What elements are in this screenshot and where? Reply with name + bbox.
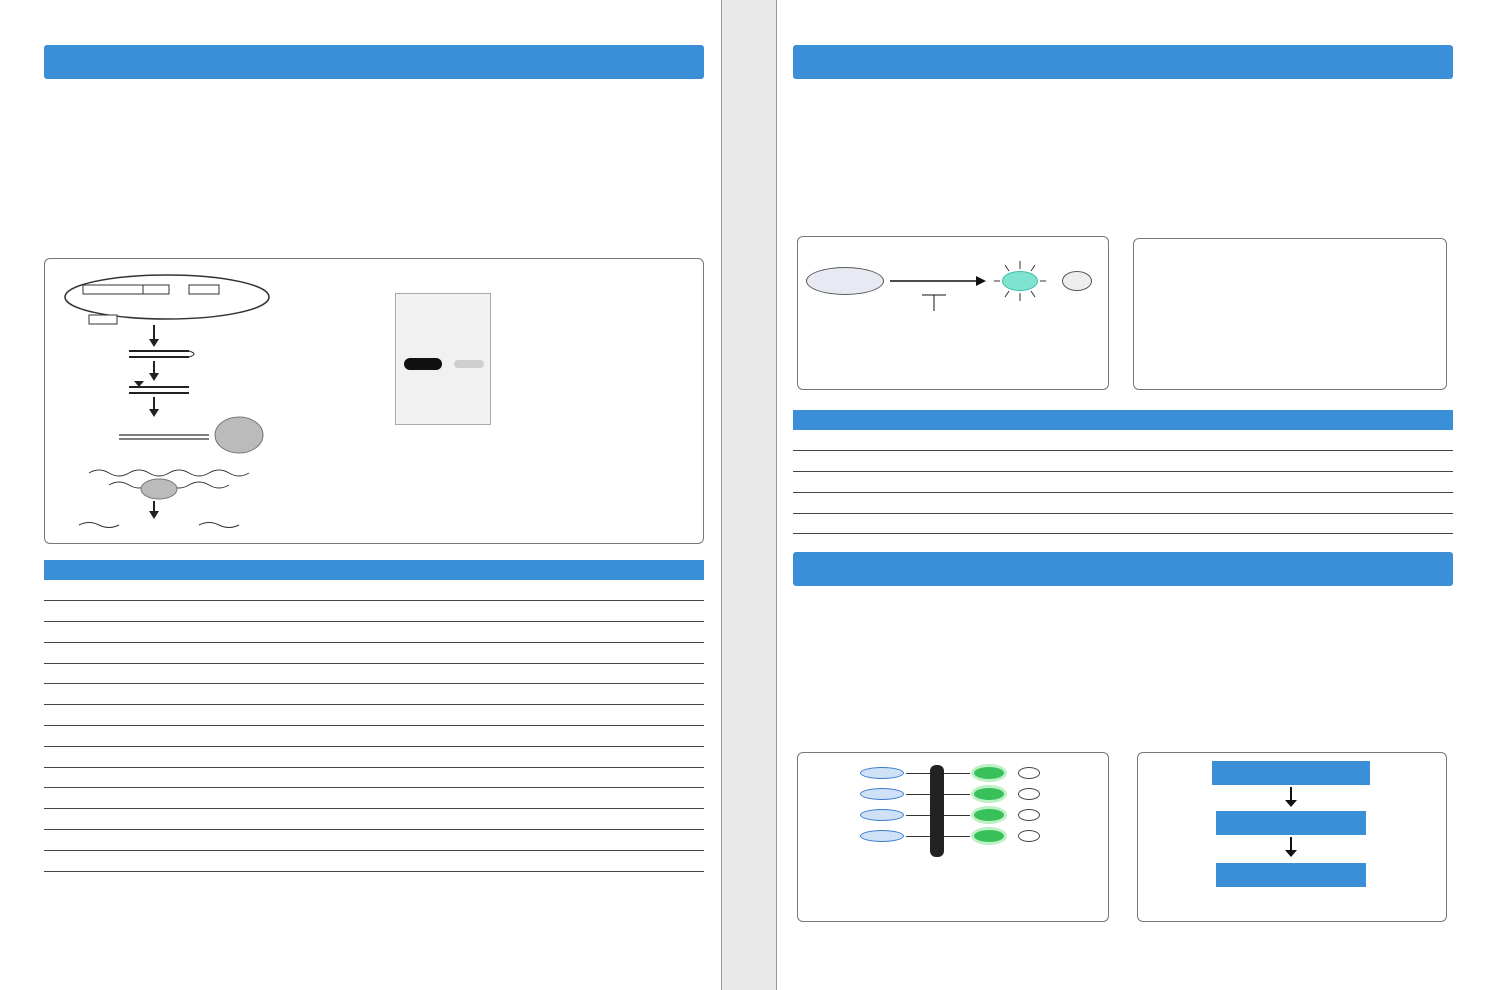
- table-cell: [1224, 492, 1453, 513]
- table-cell: [1224, 472, 1453, 493]
- right-header-row: [793, 410, 1453, 430]
- table-cell: [1111, 492, 1224, 513]
- left-col-header: [362, 560, 582, 580]
- calpain-bar-chart: [1134, 239, 1448, 391]
- afc-product: [974, 788, 1004, 800]
- table-cell: [582, 850, 704, 871]
- table-row: [44, 830, 704, 851]
- table-cell: [1224, 430, 1453, 451]
- cathepsin-label: [932, 767, 942, 853]
- table-cell: [362, 601, 582, 622]
- calpain-product-table: [793, 410, 1453, 534]
- table-cell: [582, 726, 704, 747]
- table-cell: [793, 472, 1111, 493]
- table-row: [44, 601, 704, 622]
- table-cell: [582, 601, 704, 622]
- table-cell: [582, 684, 704, 705]
- right-col-header: [793, 410, 1111, 430]
- table-row: [793, 492, 1453, 513]
- flow-step-3: [1216, 863, 1366, 887]
- table-cell: [362, 622, 582, 643]
- right-banner-calpains: [793, 45, 1453, 79]
- table-cell: [793, 492, 1111, 513]
- right-col-header: [1224, 410, 1453, 430]
- afc-product: [1002, 271, 1038, 291]
- left-page: [0, 0, 722, 990]
- table-cell: [582, 767, 704, 788]
- table-cell: [582, 622, 704, 643]
- table-cell: [44, 788, 362, 809]
- table-row: [44, 850, 704, 871]
- table-cell: [44, 830, 362, 851]
- substrate-vvr-afc: [860, 830, 904, 842]
- table-cell: [582, 746, 704, 767]
- table-cell: [44, 767, 362, 788]
- figure-29-box: [797, 752, 1109, 922]
- right-page: [776, 0, 1496, 990]
- flow-arrow-1: [1290, 787, 1292, 801]
- rr-product: [1018, 788, 1040, 800]
- table-cell: [1111, 472, 1224, 493]
- table-cell: [582, 830, 704, 851]
- western-blot-image: [395, 293, 491, 425]
- left-header-row: [44, 560, 704, 580]
- figure-30-box: [1137, 752, 1447, 922]
- table-cell: [793, 451, 1111, 472]
- flow-arrowhead-2: [1285, 850, 1297, 857]
- flow-arrow-2: [1290, 837, 1292, 851]
- table-row: [44, 663, 704, 684]
- table-row: [793, 430, 1453, 451]
- afc-product: [974, 809, 1004, 821]
- table-row: [44, 642, 704, 663]
- table-row: [44, 726, 704, 747]
- right-col-header: [1111, 410, 1224, 430]
- table-cell: [582, 705, 704, 726]
- table-cell: [362, 726, 582, 747]
- table-cell: [44, 663, 362, 684]
- table-cell: [1224, 513, 1453, 534]
- table-cell: [582, 580, 704, 601]
- table-cell: [793, 430, 1111, 451]
- flow-step-1: [1212, 761, 1370, 785]
- table-cell: [362, 830, 582, 851]
- figure-27-box: [797, 236, 1109, 390]
- flow-arrowhead-1: [1285, 800, 1297, 807]
- rr-product: [1018, 830, 1040, 842]
- rr-product: [1018, 809, 1040, 821]
- table-cell: [44, 726, 362, 747]
- figure-28-box: [1133, 238, 1447, 390]
- table-row: [44, 705, 704, 726]
- afc-product: [974, 767, 1004, 779]
- table-cell: [44, 809, 362, 830]
- table-cell: [44, 850, 362, 871]
- left-col-header: [44, 560, 362, 580]
- lly-product: [1062, 271, 1092, 291]
- afc-product: [974, 830, 1004, 842]
- table-cell: [582, 809, 704, 830]
- table-cell: [44, 601, 362, 622]
- rnai-diagram: [49, 263, 299, 539]
- table-cell: [362, 580, 582, 601]
- table-row: [793, 472, 1453, 493]
- table-cell: [362, 705, 582, 726]
- table-cell: [582, 663, 704, 684]
- table-cell: [44, 580, 362, 601]
- table-cell: [1111, 513, 1224, 534]
- table-row: [44, 580, 704, 601]
- table-cell: [362, 809, 582, 830]
- table-row: [44, 767, 704, 788]
- substrate-rr-afc: [860, 767, 904, 779]
- flow-step-2: [1216, 811, 1366, 835]
- table-cell: [44, 684, 362, 705]
- table-cell: [362, 788, 582, 809]
- cathepsin-substrate-diagram: [798, 753, 1110, 863]
- blot-label-caspase3: [473, 459, 485, 543]
- rr-product: [1018, 767, 1040, 779]
- right-banner-cathepsins: [793, 552, 1453, 586]
- table-row: [793, 451, 1453, 472]
- table-cell: [582, 788, 704, 809]
- right-footer-right: [1397, 956, 1404, 972]
- table-cell: [362, 767, 582, 788]
- table-row: [44, 809, 704, 830]
- table-cell: [793, 513, 1111, 534]
- substrate-lr-afc: [860, 809, 904, 821]
- table-cell: [362, 642, 582, 663]
- substrate-fr-afc: [860, 788, 904, 800]
- blot-band-caspase3: [454, 360, 484, 368]
- table-row: [44, 684, 704, 705]
- table-cell: [362, 850, 582, 871]
- table-row: [44, 622, 704, 643]
- left-col-header: [582, 560, 704, 580]
- figure-25-26-box: [44, 258, 704, 544]
- blot-band-control: [404, 358, 442, 370]
- blot-label-control: [431, 457, 443, 541]
- table-cell: [44, 622, 362, 643]
- fig27-arrows: [798, 237, 1110, 391]
- left-product-table: [44, 560, 704, 872]
- table-cell: [1111, 430, 1224, 451]
- table-cell: [44, 705, 362, 726]
- table-cell: [44, 642, 362, 663]
- left-banner-title: [44, 45, 704, 79]
- table-cell: [362, 663, 582, 684]
- table-cell: [1224, 451, 1453, 472]
- table-cell: [362, 684, 582, 705]
- table-cell: [582, 642, 704, 663]
- table-row: [793, 513, 1453, 534]
- table-cell: [362, 746, 582, 767]
- table-cell: [44, 746, 362, 767]
- table-row: [44, 788, 704, 809]
- table-row: [44, 746, 704, 767]
- table-cell: [1111, 451, 1224, 472]
